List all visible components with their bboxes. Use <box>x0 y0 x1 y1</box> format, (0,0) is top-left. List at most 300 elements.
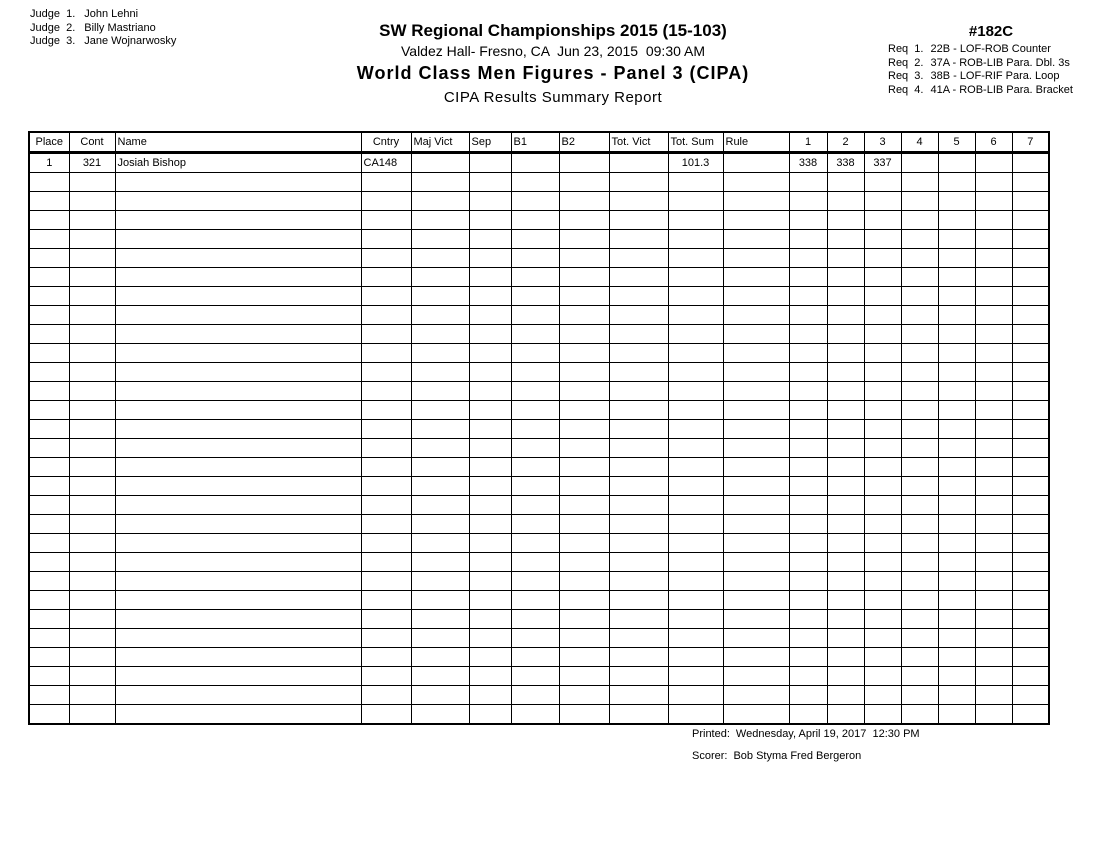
empty-cell <box>115 249 361 268</box>
requirement-line <box>888 57 1094 71</box>
empty-cell <box>827 705 864 725</box>
empty-cell <box>827 173 864 192</box>
empty-cell <box>115 306 361 325</box>
empty-cell <box>864 173 901 192</box>
empty-cell <box>864 477 901 496</box>
empty-cell <box>1012 591 1049 610</box>
empty-cell <box>511 192 559 211</box>
empty-cell <box>559 306 609 325</box>
empty-cell <box>69 382 115 401</box>
empty-cell <box>827 420 864 439</box>
empty-table-row <box>29 173 1049 192</box>
empty-cell <box>789 439 827 458</box>
empty-cell <box>69 534 115 553</box>
empty-cell <box>975 553 1012 572</box>
requirement-line <box>888 70 1094 84</box>
empty-cell <box>29 211 69 230</box>
table-cell <box>411 153 469 173</box>
empty-cell <box>609 439 668 458</box>
empty-cell <box>361 648 411 667</box>
empty-cell <box>864 667 901 686</box>
empty-cell <box>901 268 938 287</box>
empty-table-row <box>29 572 1049 591</box>
table-cell: Josiah Bishop <box>115 153 361 173</box>
empty-cell <box>469 553 511 572</box>
empty-table-row <box>29 591 1049 610</box>
empty-cell <box>864 325 901 344</box>
empty-cell <box>115 610 361 629</box>
empty-cell <box>827 249 864 268</box>
empty-cell <box>559 211 609 230</box>
empty-cell <box>975 173 1012 192</box>
empty-cell <box>827 515 864 534</box>
empty-cell <box>469 534 511 553</box>
empty-cell <box>69 401 115 420</box>
empty-cell <box>789 572 827 591</box>
empty-cell <box>115 382 361 401</box>
empty-cell <box>938 610 975 629</box>
empty-cell <box>511 287 559 306</box>
empty-cell <box>827 629 864 648</box>
empty-cell <box>559 420 609 439</box>
empty-cell <box>668 363 723 382</box>
table-cell: 101.3 <box>668 153 723 173</box>
empty-cell <box>469 705 511 725</box>
empty-cell <box>69 192 115 211</box>
empty-table-row <box>29 648 1049 667</box>
empty-cell <box>938 515 975 534</box>
empty-cell <box>115 401 361 420</box>
empty-cell <box>1012 401 1049 420</box>
empty-cell <box>668 591 723 610</box>
empty-cell <box>411 363 469 382</box>
empty-cell <box>559 344 609 363</box>
column-header: 6 <box>975 132 1012 153</box>
empty-cell <box>511 629 559 648</box>
empty-cell <box>1012 572 1049 591</box>
empty-cell <box>115 458 361 477</box>
empty-cell <box>1012 382 1049 401</box>
empty-cell <box>469 515 511 534</box>
empty-cell <box>609 496 668 515</box>
empty-cell <box>115 667 361 686</box>
empty-cell <box>559 325 609 344</box>
empty-cell <box>411 610 469 629</box>
empty-cell <box>901 515 938 534</box>
empty-cell <box>609 249 668 268</box>
empty-cell <box>938 629 975 648</box>
empty-cell <box>975 667 1012 686</box>
scorer-label: Scorer: <box>692 750 728 762</box>
empty-cell <box>827 268 864 287</box>
empty-cell <box>511 420 559 439</box>
empty-cell <box>411 553 469 572</box>
empty-cell <box>938 591 975 610</box>
empty-cell <box>864 572 901 591</box>
empty-cell <box>901 401 938 420</box>
printed-value: Wednesday, April 19, 2017 12:30 PM <box>735 728 920 740</box>
empty-cell <box>1012 534 1049 553</box>
empty-cell <box>411 629 469 648</box>
requirement-label: Req 2. <box>888 56 924 69</box>
empty-cell <box>938 287 975 306</box>
empty-cell <box>668 401 723 420</box>
empty-cell <box>559 382 609 401</box>
empty-cell <box>723 667 789 686</box>
empty-cell <box>609 192 668 211</box>
empty-cell <box>1012 344 1049 363</box>
empty-cell <box>789 515 827 534</box>
empty-cell <box>938 249 975 268</box>
empty-cell <box>29 192 69 211</box>
empty-cell <box>69 458 115 477</box>
empty-cell <box>827 325 864 344</box>
empty-cell <box>827 648 864 667</box>
empty-cell <box>668 306 723 325</box>
empty-cell <box>975 705 1012 725</box>
empty-cell <box>827 686 864 705</box>
empty-cell <box>559 287 609 306</box>
empty-cell <box>901 325 938 344</box>
empty-cell <box>115 420 361 439</box>
empty-cell <box>827 553 864 572</box>
empty-cell <box>609 477 668 496</box>
empty-cell <box>559 667 609 686</box>
empty-cell <box>469 192 511 211</box>
empty-table-row <box>29 382 1049 401</box>
empty-cell <box>975 629 1012 648</box>
empty-cell <box>668 382 723 401</box>
column-header: 7 <box>1012 132 1049 153</box>
empty-cell <box>723 325 789 344</box>
column-header: Place <box>29 132 69 153</box>
scorer-line <box>692 750 861 762</box>
empty-cell <box>609 686 668 705</box>
empty-cell <box>29 420 69 439</box>
column-header: 5 <box>938 132 975 153</box>
empty-cell <box>29 306 69 325</box>
empty-cell <box>29 591 69 610</box>
empty-cell <box>864 382 901 401</box>
empty-cell <box>723 705 789 725</box>
empty-table-row <box>29 610 1049 629</box>
empty-cell <box>29 249 69 268</box>
empty-cell <box>361 287 411 306</box>
empty-table-row <box>29 458 1049 477</box>
empty-cell <box>975 363 1012 382</box>
empty-cell <box>975 534 1012 553</box>
empty-cell <box>901 211 938 230</box>
empty-cell <box>69 439 115 458</box>
empty-cell <box>975 515 1012 534</box>
empty-cell <box>469 401 511 420</box>
empty-cell <box>609 401 668 420</box>
empty-cell <box>361 496 411 515</box>
empty-cell <box>559 439 609 458</box>
empty-cell <box>723 591 789 610</box>
empty-cell <box>361 572 411 591</box>
empty-cell <box>361 458 411 477</box>
empty-cell <box>1012 477 1049 496</box>
empty-cell <box>69 591 115 610</box>
judge-line <box>30 8 176 22</box>
empty-cell <box>511 591 559 610</box>
empty-cell <box>115 268 361 287</box>
empty-cell <box>609 629 668 648</box>
judge-label: Judge 2. <box>30 21 76 34</box>
empty-cell <box>361 211 411 230</box>
empty-cell <box>1012 705 1049 725</box>
empty-cell <box>411 192 469 211</box>
requirements-block <box>888 24 1094 97</box>
table-cell: 1 <box>29 153 69 173</box>
empty-cell <box>361 382 411 401</box>
empty-cell <box>609 572 668 591</box>
empty-cell <box>668 648 723 667</box>
scorer-value: Bob Styma Fred Bergeron <box>733 750 862 762</box>
empty-cell <box>668 705 723 725</box>
empty-cell <box>609 705 668 725</box>
empty-cell <box>511 344 559 363</box>
empty-cell <box>29 230 69 249</box>
empty-cell <box>69 420 115 439</box>
empty-cell <box>864 401 901 420</box>
empty-cell <box>901 553 938 572</box>
empty-cell <box>469 591 511 610</box>
empty-cell <box>361 230 411 249</box>
empty-table-row <box>29 420 1049 439</box>
empty-cell <box>469 249 511 268</box>
empty-cell <box>115 363 361 382</box>
empty-cell <box>668 439 723 458</box>
empty-cell <box>469 439 511 458</box>
empty-cell <box>723 648 789 667</box>
empty-cell <box>668 667 723 686</box>
empty-cell <box>1012 363 1049 382</box>
empty-cell <box>827 344 864 363</box>
table-cell: CA148 <box>361 153 411 173</box>
requirement-text: 38B - LOF-RIF Para. Loop <box>930 70 1060 82</box>
empty-cell <box>559 268 609 287</box>
empty-cell <box>29 515 69 534</box>
empty-cell <box>723 382 789 401</box>
empty-cell <box>789 230 827 249</box>
empty-cell <box>361 629 411 648</box>
empty-cell <box>901 344 938 363</box>
empty-table-row <box>29 211 1049 230</box>
empty-cell <box>411 325 469 344</box>
empty-cell <box>975 382 1012 401</box>
empty-cell <box>789 477 827 496</box>
empty-cell <box>901 420 938 439</box>
empty-cell <box>668 515 723 534</box>
empty-table-row <box>29 705 1049 725</box>
empty-cell <box>361 363 411 382</box>
empty-cell <box>411 477 469 496</box>
printed-label: Printed: <box>692 728 730 740</box>
table-cell: 337 <box>864 153 901 173</box>
empty-cell <box>901 439 938 458</box>
empty-cell <box>901 192 938 211</box>
empty-cell <box>469 173 511 192</box>
empty-cell <box>864 306 901 325</box>
empty-cell <box>723 686 789 705</box>
empty-cell <box>864 458 901 477</box>
empty-cell <box>938 363 975 382</box>
empty-cell <box>723 401 789 420</box>
venue-datetime: Valdez Hall- Fresno, CA Jun 23, 2015 09:30 AM <box>400 43 706 59</box>
empty-cell <box>723 515 789 534</box>
table-cell <box>511 153 559 173</box>
judge-line <box>30 22 176 36</box>
empty-cell <box>69 515 115 534</box>
empty-cell <box>864 439 901 458</box>
empty-cell <box>789 686 827 705</box>
empty-cell <box>469 477 511 496</box>
empty-cell <box>864 344 901 363</box>
empty-cell <box>361 591 411 610</box>
empty-table-row <box>29 192 1049 211</box>
empty-cell <box>115 287 361 306</box>
empty-cell <box>789 667 827 686</box>
empty-cell <box>609 287 668 306</box>
empty-cell <box>901 648 938 667</box>
empty-cell <box>411 439 469 458</box>
empty-cell <box>723 496 789 515</box>
empty-cell <box>511 705 559 725</box>
column-header: 1 <box>789 132 827 153</box>
empty-cell <box>789 591 827 610</box>
empty-cell <box>609 610 668 629</box>
empty-cell <box>975 287 1012 306</box>
empty-cell <box>559 173 609 192</box>
empty-cell <box>29 667 69 686</box>
empty-cell <box>511 230 559 249</box>
empty-cell <box>559 515 609 534</box>
empty-cell <box>511 534 559 553</box>
empty-cell <box>668 610 723 629</box>
empty-cell <box>115 477 361 496</box>
empty-table-row <box>29 686 1049 705</box>
empty-cell <box>469 287 511 306</box>
empty-cell <box>411 648 469 667</box>
empty-cell <box>827 192 864 211</box>
empty-cell <box>115 572 361 591</box>
empty-cell <box>29 610 69 629</box>
empty-cell <box>469 325 511 344</box>
column-header: Maj Vict <box>411 132 469 153</box>
requirement-text: 41A - ROB-LIB Para. Bracket <box>930 83 1073 96</box>
report-title: CIPA Results Summary Report <box>443 89 663 106</box>
empty-cell <box>511 667 559 686</box>
empty-cell <box>115 173 361 192</box>
empty-cell <box>69 249 115 268</box>
empty-cell <box>975 477 1012 496</box>
empty-cell <box>559 249 609 268</box>
empty-cell <box>469 344 511 363</box>
empty-cell <box>361 477 411 496</box>
empty-cell <box>609 534 668 553</box>
column-header: 4 <box>901 132 938 153</box>
empty-cell <box>69 496 115 515</box>
empty-cell <box>511 249 559 268</box>
empty-cell <box>938 401 975 420</box>
table-cell: 338 <box>827 153 864 173</box>
empty-cell <box>115 629 361 648</box>
empty-cell <box>975 496 1012 515</box>
empty-cell <box>723 553 789 572</box>
empty-cell <box>511 173 559 192</box>
empty-cell <box>827 230 864 249</box>
empty-cell <box>559 553 609 572</box>
column-header: Sep <box>469 132 511 153</box>
empty-cell <box>827 458 864 477</box>
empty-cell <box>789 610 827 629</box>
empty-cell <box>609 268 668 287</box>
empty-cell <box>411 268 469 287</box>
empty-cell <box>938 306 975 325</box>
empty-cell <box>511 477 559 496</box>
empty-cell <box>609 382 668 401</box>
empty-cell <box>511 268 559 287</box>
empty-cell <box>411 705 469 725</box>
empty-cell <box>901 287 938 306</box>
empty-cell <box>668 534 723 553</box>
column-header: 3 <box>864 132 901 153</box>
empty-cell <box>938 211 975 230</box>
empty-cell <box>609 211 668 230</box>
empty-cell <box>469 648 511 667</box>
empty-cell <box>361 439 411 458</box>
empty-cell <box>69 553 115 572</box>
empty-cell <box>29 401 69 420</box>
empty-cell <box>411 534 469 553</box>
empty-cell <box>938 477 975 496</box>
empty-cell <box>29 572 69 591</box>
empty-cell <box>29 496 69 515</box>
empty-cell <box>975 458 1012 477</box>
empty-cell <box>29 382 69 401</box>
column-header: Name <box>115 132 361 153</box>
column-header: Tot. Sum <box>668 132 723 153</box>
empty-cell <box>115 515 361 534</box>
empty-cell <box>975 401 1012 420</box>
empty-cell <box>901 610 938 629</box>
empty-cell <box>411 249 469 268</box>
empty-cell <box>511 325 559 344</box>
table-cell <box>1012 153 1049 173</box>
empty-cell <box>115 230 361 249</box>
empty-cell <box>609 344 668 363</box>
empty-cell <box>29 648 69 667</box>
empty-cell <box>864 534 901 553</box>
empty-cell <box>511 306 559 325</box>
requirement-line <box>888 84 1094 98</box>
empty-cell <box>668 629 723 648</box>
empty-cell <box>69 173 115 192</box>
empty-cell <box>361 686 411 705</box>
empty-cell <box>901 363 938 382</box>
empty-cell <box>559 648 609 667</box>
empty-cell <box>559 496 609 515</box>
empty-cell <box>938 534 975 553</box>
empty-cell <box>469 382 511 401</box>
empty-cell <box>723 230 789 249</box>
empty-cell <box>975 306 1012 325</box>
judge-name: Billy Mastriano <box>84 21 156 34</box>
empty-cell <box>723 211 789 230</box>
empty-cell <box>901 572 938 591</box>
